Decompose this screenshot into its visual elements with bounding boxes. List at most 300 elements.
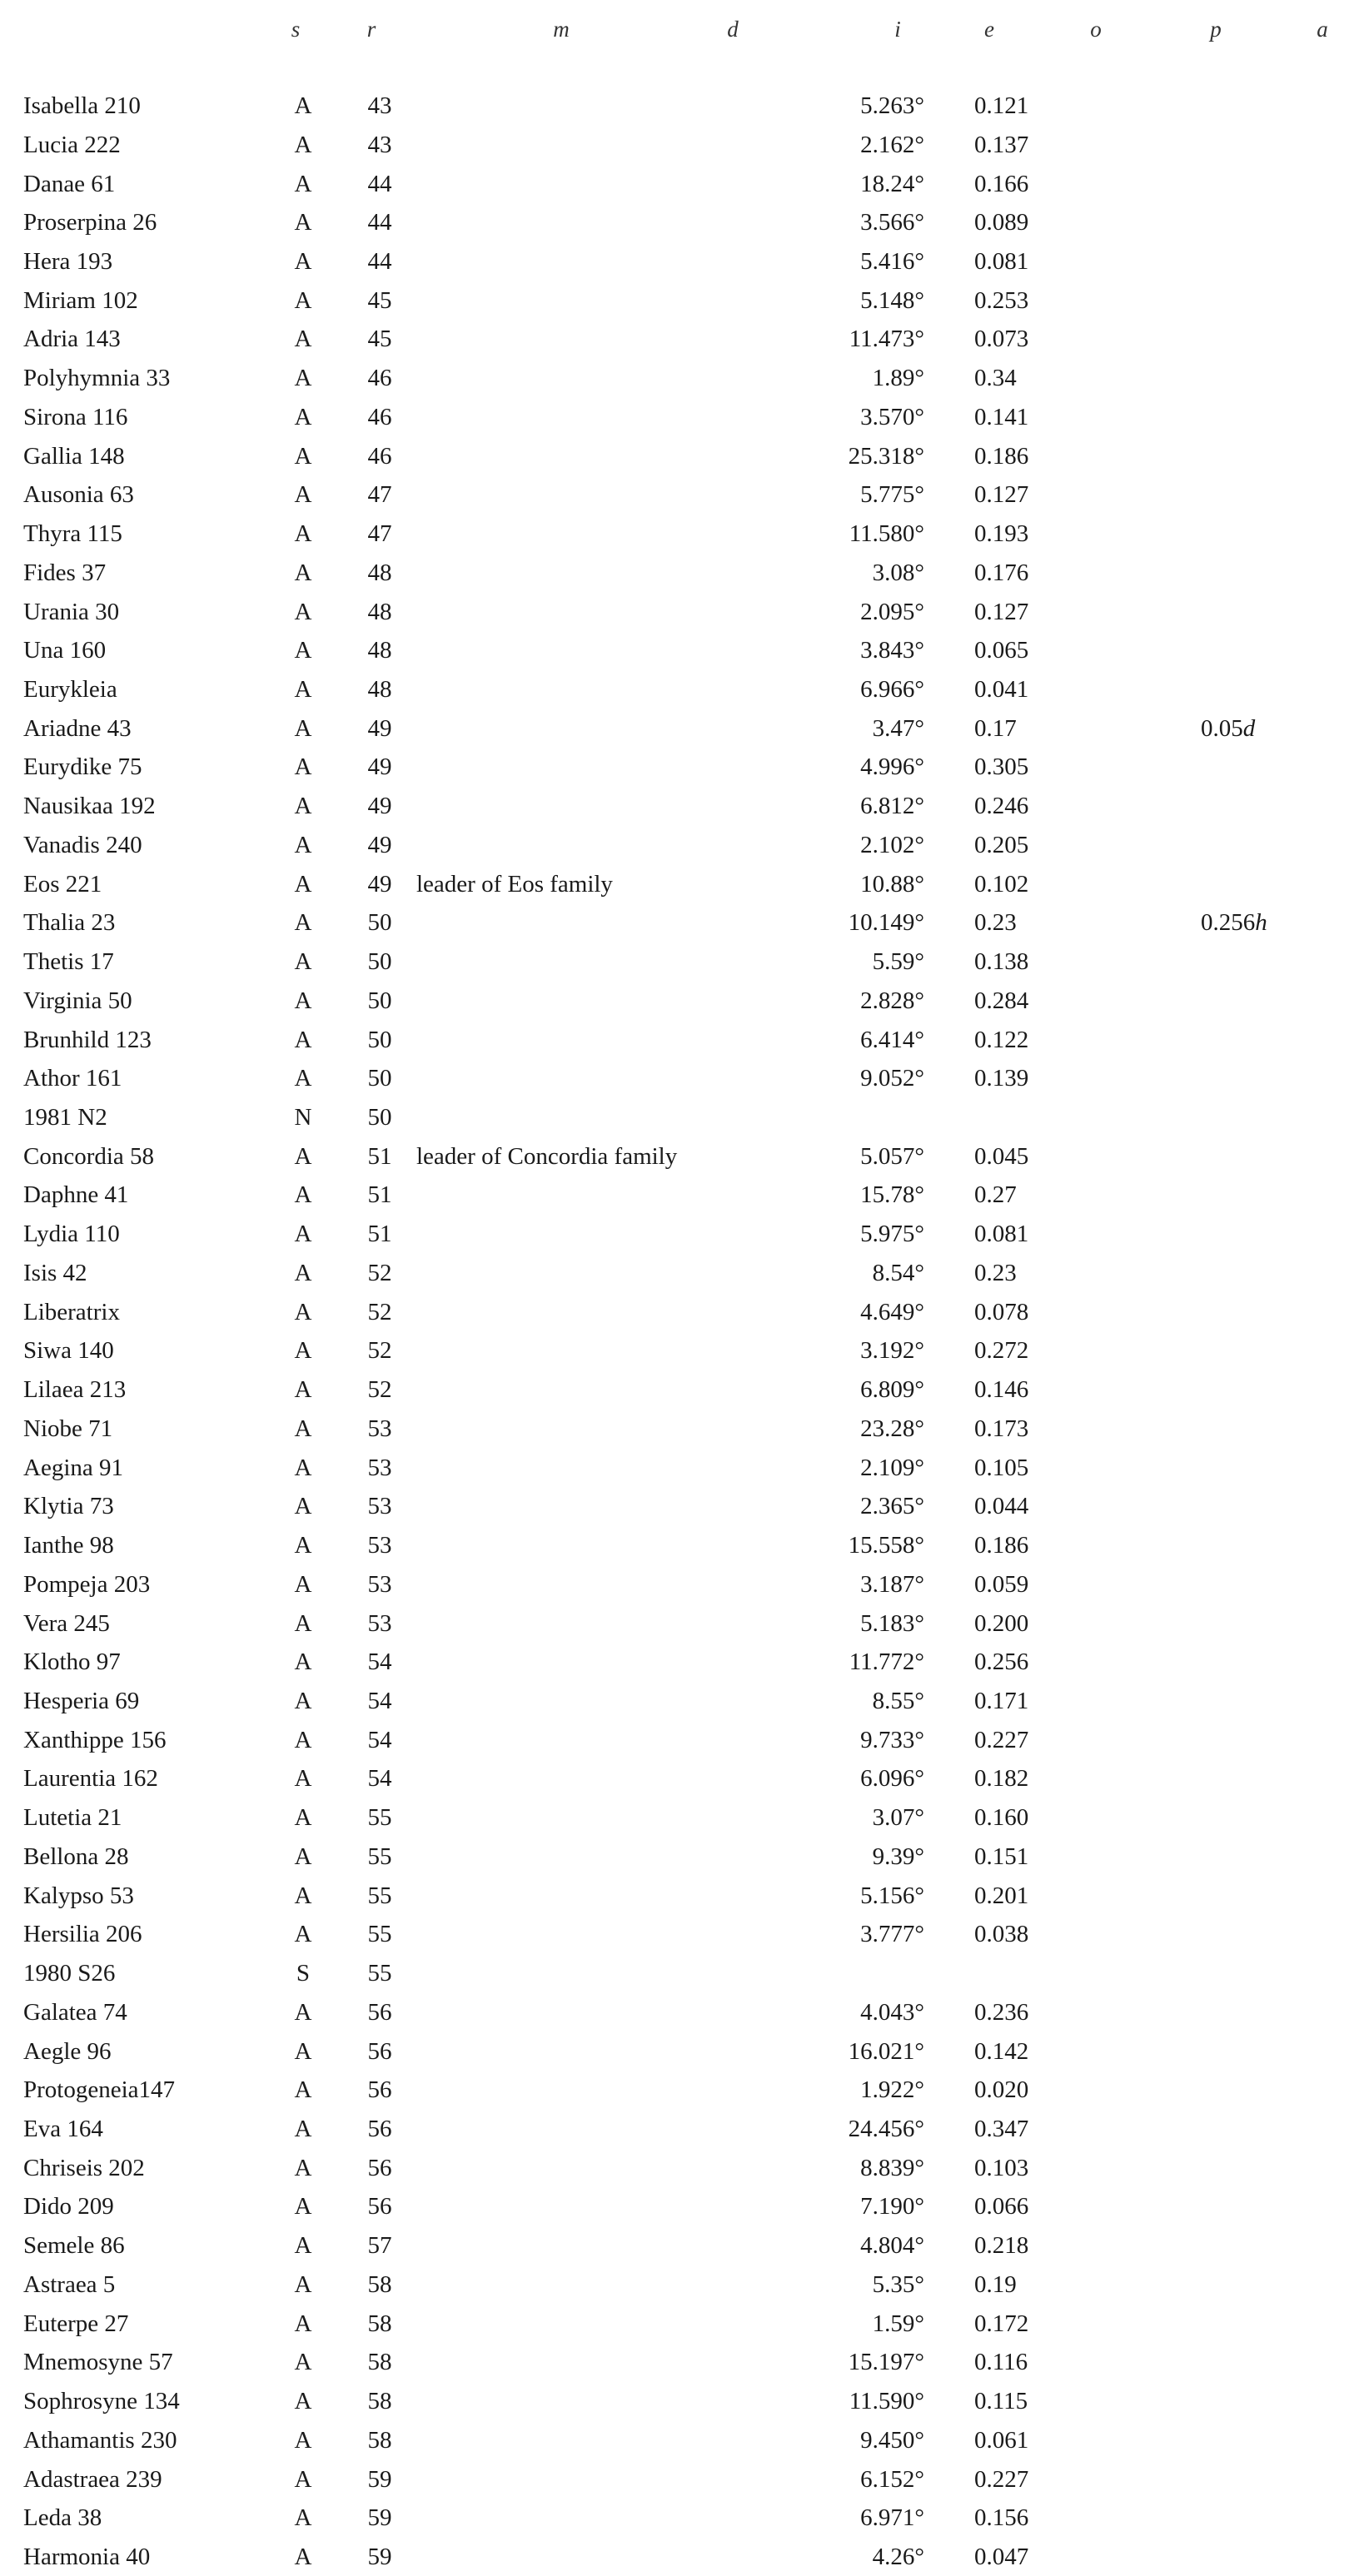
inclination-value: 1.922°	[860, 2076, 924, 2104]
eccentricity-value: 0.172	[974, 2310, 1029, 2337]
inclination-value: 5.775°	[860, 481, 924, 509]
table-row	[0, 2071, 1349, 2109]
asteroid-name: Hera 193	[23, 247, 113, 275]
table-row	[0, 398, 1349, 436]
table-row	[0, 1098, 1349, 1136]
r-value: 49	[367, 793, 392, 820]
r-value: 51	[367, 1142, 392, 1170]
eccentricity-value: 0.038	[974, 1921, 1029, 1948]
asteroid-name: Proserpina 26	[23, 209, 157, 236]
type-code: A	[294, 1921, 312, 1948]
r-value: 58	[367, 2388, 392, 2415]
r-value: 50	[367, 909, 392, 937]
r-value: 52	[367, 1298, 392, 1325]
r-value: 50	[367, 987, 392, 1014]
eccentricity-value: 0.139	[974, 1065, 1029, 1092]
table-row	[0, 1293, 1349, 1331]
inclination-value: 6.971°	[860, 2504, 924, 2532]
r-value: 57	[367, 2232, 392, 2260]
asteroid-name: Kalypso 53	[23, 1882, 134, 1909]
asteroid-name: Bellona 28	[23, 1842, 129, 1870]
asteroid-name: Chriseis 202	[23, 2154, 145, 2181]
type-code: A	[294, 2426, 312, 2454]
eccentricity-value: 0.115	[974, 2388, 1028, 2415]
type-code: A	[294, 793, 312, 820]
eccentricity-value: 0.073	[974, 326, 1029, 353]
table-row	[0, 515, 1349, 553]
header-o: o	[1090, 17, 1102, 42]
asteroid-name: Adastraea 239	[23, 2465, 162, 2493]
inclination-value: 5.416°	[860, 247, 924, 275]
eccentricity-value: 0.047	[974, 2544, 1029, 2570]
eccentricity-value: 0.081	[974, 247, 1029, 275]
inclination-value: 10.149°	[848, 909, 924, 937]
type-code: A	[294, 1687, 312, 1714]
p-value: 0.05	[1201, 714, 1243, 742]
type-code: A	[294, 870, 312, 898]
header-d: d	[727, 17, 739, 42]
table-row	[0, 982, 1349, 1020]
eccentricity-value: 0.116	[974, 2349, 1028, 2376]
r-value: 49	[367, 870, 392, 898]
asteroid-name: Virginia 50	[23, 987, 132, 1014]
asteroid-name: Sophrosyne 134	[23, 2388, 180, 2415]
inclination-value: 3.07°	[872, 1804, 924, 1832]
r-value: 53	[367, 1532, 392, 1559]
eccentricity-value: 0.166	[974, 170, 1029, 197]
inclination-value: 5.35°	[872, 2270, 924, 2298]
inclination-value: 25.318°	[848, 442, 924, 470]
table-row	[0, 2460, 1349, 2499]
r-value: 52	[367, 1337, 392, 1365]
type-code: A	[294, 2504, 312, 2532]
eccentricity-value: 0.081	[974, 1221, 1029, 1248]
eccentricity-value: 0.127	[974, 481, 1029, 509]
inclination-value: 2.095°	[860, 598, 924, 625]
r-value: 55	[367, 1882, 392, 1909]
eccentricity-value: 0.020	[974, 2076, 1029, 2104]
r-value: 50	[367, 1104, 392, 1131]
table-row	[0, 1449, 1349, 1487]
table-row	[0, 670, 1349, 709]
type-code: A	[294, 1259, 312, 1286]
table-row	[0, 475, 1349, 514]
table-row	[0, 242, 1349, 281]
remark: leader of Concordia family	[416, 1142, 678, 1170]
r-value: 55	[367, 1921, 392, 1948]
table-row	[0, 126, 1349, 164]
r-value: 46	[367, 365, 392, 392]
asteroid-name: Lucia 222	[23, 131, 121, 158]
inclination-value: 11.580°	[849, 520, 924, 547]
r-value: 52	[367, 1259, 392, 1286]
table-row	[0, 165, 1349, 203]
asteroid-name: Isabella 210	[23, 92, 141, 119]
asteroid-name: Dido 209	[23, 2193, 114, 2220]
type-code: A	[294, 987, 312, 1014]
r-value: 46	[367, 403, 392, 430]
type-code: A	[294, 481, 312, 509]
table-row	[0, 359, 1349, 397]
eccentricity-value: 0.218	[974, 2232, 1029, 2260]
asteroid-name: Liberatrix	[23, 1298, 120, 1325]
r-value: 46	[367, 442, 392, 470]
inclination-value: 4.996°	[860, 753, 924, 781]
table-row	[0, 942, 1349, 981]
asteroid-name: Una 160	[23, 637, 107, 664]
r-value: 59	[367, 2544, 392, 2570]
table-row	[0, 1798, 1349, 1837]
type-code: A	[294, 675, 312, 703]
r-value: 48	[367, 675, 392, 703]
r-value: 56	[367, 2037, 392, 2065]
eccentricity-value: 0.151	[974, 1842, 1029, 1870]
table-row	[0, 2382, 1349, 2420]
r-value: 56	[367, 2116, 392, 2142]
type-code: A	[294, 909, 312, 937]
inclination-value: 4.043°	[860, 1998, 924, 2026]
header-e: e	[984, 17, 994, 42]
eccentricity-value: 0.065	[974, 637, 1029, 664]
eccentricity-value: 0.23	[974, 909, 1017, 937]
table-row	[0, 2538, 1349, 2576]
table-row	[0, 2499, 1349, 2537]
r-value: 53	[367, 1415, 392, 1442]
r-value: 59	[367, 2504, 392, 2532]
type-code: N	[294, 1104, 312, 1131]
inclination-value: 9.733°	[860, 1726, 924, 1753]
table-row	[0, 1059, 1349, 1097]
type-code: A	[294, 1609, 312, 1637]
asteroid-name: Mnemosyne 57	[23, 2349, 173, 2376]
inclination-value: 4.26°	[872, 2544, 924, 2570]
asteroid-name: 1980 S26	[23, 1960, 116, 1987]
type-code: A	[294, 2193, 312, 2220]
eccentricity-value: 0.193	[974, 520, 1029, 547]
type-code: A	[294, 1298, 312, 1325]
inclination-value: 15.558°	[848, 1532, 924, 1559]
r-value: 55	[367, 1804, 392, 1832]
table-row	[0, 1137, 1349, 1176]
inclination-value: 3.192°	[860, 1337, 924, 1365]
asteroid-name: Fides 37	[23, 559, 107, 586]
header-s: s	[291, 17, 301, 42]
eccentricity-value: 0.347	[974, 2116, 1029, 2142]
asteroid-name: Aegina 91	[23, 1454, 123, 1481]
asteroid-name: Lilaea 213	[23, 1376, 127, 1404]
inclination-value: 9.052°	[860, 1065, 924, 1092]
asteroid-name: Eos 221	[23, 870, 102, 898]
r-value: 58	[367, 2310, 392, 2337]
r-value: 48	[367, 559, 392, 586]
inclination-value: 5.148°	[860, 286, 924, 314]
type-code: A	[294, 1221, 312, 1248]
r-value: 50	[367, 1026, 392, 1053]
inclination-value: 15.197°	[848, 2349, 924, 2376]
asteroid-name: Aegle 96	[23, 2037, 112, 2065]
eccentricity-value: 0.122	[974, 1026, 1029, 1053]
table-row	[0, 2226, 1349, 2265]
asteroid-name: Gallia 148	[23, 442, 125, 470]
asteroid-name: Ausonia 63	[23, 481, 134, 509]
type-code: A	[294, 170, 312, 197]
type-code: A	[294, 2388, 312, 2415]
asteroid-name: Galatea 74	[23, 1998, 127, 2026]
r-value: 53	[367, 1609, 392, 1637]
type-code: A	[294, 286, 312, 314]
table-row	[0, 1254, 1349, 1292]
asteroid-name: Vera 245	[23, 1609, 110, 1637]
table-row	[0, 631, 1349, 669]
table-row	[0, 1604, 1349, 1643]
table-row	[0, 203, 1349, 241]
eccentricity-value: 0.17	[974, 714, 1017, 742]
r-value: 48	[367, 598, 392, 625]
asteroid-name: Miriam 102	[23, 286, 138, 314]
inclination-value: 24.456°	[848, 2116, 924, 2142]
p-value: 0.256	[1201, 909, 1256, 937]
header-r: r	[366, 17, 376, 42]
r-value: 54	[367, 1687, 392, 1714]
asteroid-name: Xanthippe 156	[23, 1726, 167, 1753]
inclination-value: 1.89°	[872, 365, 924, 392]
inclination-value: 3.777°	[860, 1921, 924, 1948]
inclination-value: 2.109°	[860, 1454, 924, 1481]
r-value: 58	[367, 2426, 392, 2454]
inclination-value: 5.975°	[860, 1221, 924, 1248]
asteroid-name: Brunhild 123	[23, 1026, 152, 1053]
table-row	[0, 1176, 1349, 1214]
table-row	[0, 593, 1349, 631]
eccentricity-value: 0.227	[974, 2465, 1029, 2493]
inclination-value: 3.570°	[860, 403, 924, 430]
inclination-value: 5.263°	[860, 92, 924, 119]
type-code: A	[294, 1726, 312, 1753]
eccentricity-value: 0.305	[974, 753, 1029, 781]
type-code: A	[294, 831, 312, 858]
table-row	[0, 437, 1349, 475]
r-value: 44	[367, 209, 392, 236]
asteroid-name: Sirona 116	[23, 403, 128, 430]
table-row	[0, 1682, 1349, 1720]
asteroid-name: Klotho 97	[23, 1649, 121, 1676]
asteroid-name: Thyra 115	[23, 520, 122, 547]
table-row	[0, 2149, 1349, 2187]
inclination-value: 6.152°	[860, 2465, 924, 2493]
type-code: A	[294, 1376, 312, 1404]
r-value: 51	[367, 1181, 392, 1209]
inclination-value: 6.812°	[860, 793, 924, 820]
inclination-value: 3.566°	[860, 209, 924, 236]
eccentricity-value: 0.059	[974, 1570, 1029, 1598]
asteroid-name: Eurydike 75	[23, 753, 142, 781]
table-row	[0, 1759, 1349, 1798]
table-row	[0, 1993, 1349, 2031]
type-code: A	[294, 2232, 312, 2260]
eccentricity-value: 0.103	[974, 2154, 1029, 2181]
asteroid-name: Ariadne 43	[23, 714, 132, 742]
inclination-value: 2.162°	[860, 131, 924, 158]
type-code: A	[294, 403, 312, 430]
eccentricity-value: 0.102	[974, 870, 1029, 898]
asteroid-name: Semele 86	[23, 2232, 125, 2260]
header-a: a	[1317, 17, 1328, 42]
type-code: A	[294, 2310, 312, 2337]
inclination-value: 6.414°	[860, 1026, 924, 1053]
inclination-value: 15.78°	[860, 1181, 924, 1209]
r-value: 45	[367, 326, 392, 353]
r-value: 55	[367, 1960, 392, 1987]
type-code: A	[294, 2154, 312, 2181]
r-value: 47	[367, 520, 392, 547]
asteroid-name: Leda 38	[23, 2504, 102, 2532]
asteroid-name: Eva 164	[23, 2116, 103, 2142]
r-value: 58	[367, 2270, 392, 2298]
asteroid-name: Urania 30	[23, 598, 120, 625]
r-value: 56	[367, 1998, 392, 2026]
eccentricity-value: 0.045	[974, 1142, 1029, 1170]
type-code: A	[294, 1181, 312, 1209]
r-value: 52	[367, 1376, 392, 1404]
inclination-value: 6.809°	[860, 1376, 924, 1404]
asteroid-name: Klytia 73	[23, 1493, 114, 1520]
type-code: A	[294, 209, 312, 236]
r-value: 48	[367, 637, 392, 664]
inclination-value: 8.839°	[860, 2154, 924, 2181]
asteroid-name: Siwa 140	[23, 1337, 114, 1365]
asteroid-name: 1981 N2	[23, 1104, 107, 1131]
asteroid-name: Nausikaa 192	[23, 793, 156, 820]
r-value: 44	[367, 170, 392, 197]
asteroid-name: Ianthe 98	[23, 1532, 114, 1559]
type-code: A	[294, 92, 312, 119]
r-value: 56	[367, 2193, 392, 2220]
eccentricity-value: 0.23	[974, 1259, 1017, 1286]
asteroid-name: Protogeneia147	[23, 2076, 176, 2104]
r-value: 44	[367, 247, 392, 275]
eccentricity-value: 0.137	[974, 131, 1029, 158]
r-value: 45	[367, 286, 392, 314]
table-row	[0, 320, 1349, 358]
r-value: 50	[367, 1065, 392, 1092]
eccentricity-value: 0.253	[974, 286, 1029, 314]
type-code: A	[294, 559, 312, 586]
eccentricity-value: 0.041	[974, 675, 1029, 703]
inclination-value: 9.450°	[860, 2426, 924, 2454]
asteroid-name: Vanadis 240	[23, 831, 142, 858]
eccentricity-value: 0.171	[974, 1687, 1029, 1714]
type-code: A	[294, 2349, 312, 2376]
eccentricity-value: 0.156	[974, 2504, 1029, 2532]
eccentricity-value: 0.246	[974, 793, 1029, 820]
inclination-value: 11.772°	[849, 1649, 924, 1676]
inclination-value: 6.096°	[860, 1765, 924, 1793]
eccentricity-value: 0.044	[974, 1493, 1029, 1520]
table-row	[0, 2032, 1349, 2071]
inclination-value: 7.190°	[860, 2193, 924, 2220]
type-code: A	[294, 1337, 312, 1365]
type-code: A	[294, 1493, 312, 1520]
table-row	[0, 2265, 1349, 2304]
type-code: A	[294, 1142, 312, 1170]
inclination-value: 2.102°	[860, 831, 924, 858]
eccentricity-value: 0.182	[974, 1765, 1029, 1793]
table-row	[0, 2305, 1349, 2343]
type-code: A	[294, 131, 312, 158]
inclination-value: 10.88°	[860, 870, 924, 898]
r-value: 51	[367, 1221, 392, 1248]
table-row	[0, 1915, 1349, 1953]
table-row	[0, 2110, 1349, 2148]
eccentricity-value: 0.186	[974, 1532, 1029, 1559]
eccentricity-value: 0.200	[974, 1609, 1029, 1637]
r-value: 47	[367, 481, 392, 509]
r-value: 50	[367, 948, 392, 976]
eccentricity-value: 0.236	[974, 1998, 1029, 2026]
eccentricity-value: 0.121	[974, 92, 1029, 119]
type-code: A	[294, 442, 312, 470]
inclination-value: 11.473°	[849, 326, 924, 353]
table-row	[0, 2421, 1349, 2459]
table-row	[0, 1021, 1349, 1059]
r-value: 53	[367, 1570, 392, 1598]
asteroid-name: Hersilia 206	[23, 1921, 142, 1948]
eccentricity-value: 0.272	[974, 1337, 1029, 1365]
eccentricity-value: 0.227	[974, 1726, 1029, 1753]
r-value: 49	[367, 753, 392, 781]
table-row	[0, 787, 1349, 825]
eccentricity-value: 0.173	[974, 1415, 1029, 1442]
type-code: A	[294, 1570, 312, 1598]
table-row	[0, 87, 1349, 125]
eccentricity-value: 0.27	[974, 1181, 1017, 1209]
type-code: A	[294, 2076, 312, 2104]
asteroid-name: Adria 143	[23, 326, 121, 353]
type-code: A	[294, 1454, 312, 1481]
r-value: 54	[367, 1726, 392, 1753]
asteroid-name: Laurentia 162	[23, 1765, 158, 1793]
eccentricity-value: 0.142	[974, 2037, 1029, 2065]
inclination-value: 8.54°	[872, 1259, 924, 1286]
header-i: i	[894, 17, 901, 42]
table-row	[0, 1643, 1349, 1681]
asteroid-name: Thalia 23	[23, 909, 116, 937]
type-code: A	[294, 714, 312, 742]
type-code: A	[294, 1065, 312, 1092]
r-value: 54	[367, 1765, 392, 1793]
inclination-value: 5.183°	[860, 1609, 924, 1637]
type-code: A	[294, 365, 312, 392]
type-code: A	[294, 326, 312, 353]
type-code: S	[296, 1960, 311, 1987]
p-unit: d	[1242, 714, 1256, 742]
table-row	[0, 903, 1349, 942]
remark: leader of Eos family	[416, 870, 613, 898]
eccentricity-value: 0.34	[974, 365, 1017, 392]
inclination-value: 11.590°	[849, 2388, 924, 2415]
asteroid-name: Lydia 110	[23, 1221, 120, 1248]
r-value: 56	[367, 2154, 392, 2181]
type-code: A	[294, 1998, 312, 2026]
r-value: 43	[367, 131, 392, 158]
eccentricity-value: 0.078	[974, 1298, 1029, 1325]
eccentricity-value: 0.146	[974, 1376, 1029, 1404]
type-code: A	[294, 753, 312, 781]
inclination-value: 3.08°	[872, 559, 924, 586]
asteroid-name: Niobe 71	[23, 1415, 113, 1442]
table-row	[0, 826, 1349, 864]
eccentricity-value: 0.089	[974, 209, 1029, 236]
